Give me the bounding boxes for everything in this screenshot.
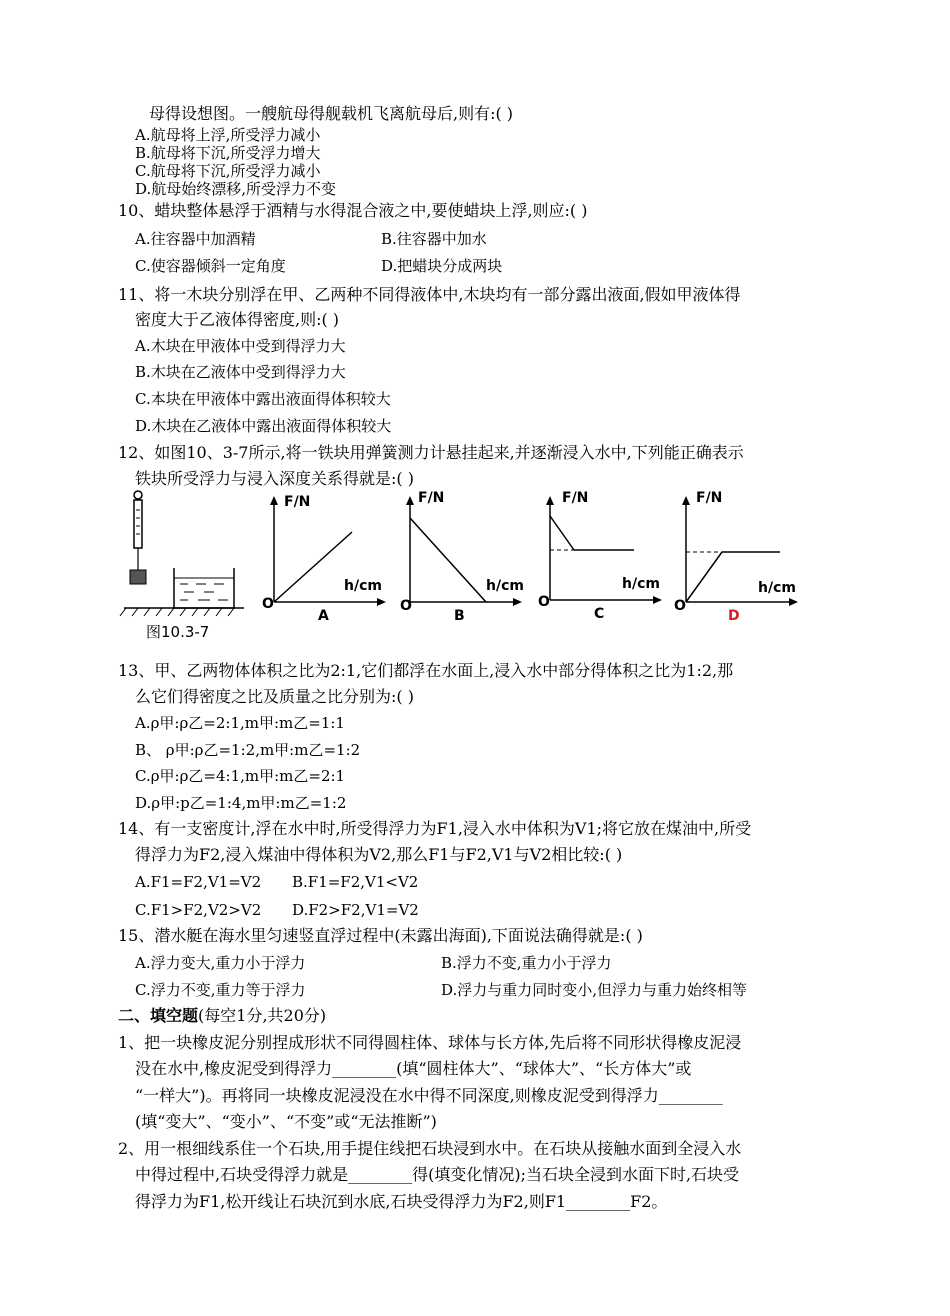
q13-stem-line1: 13、甲、乙两物体体积之比为2:1,它们都浮在水面上,浸入水中部分得体积之比为1:2,那 — [118, 661, 734, 680]
fill1-line2: 没在水中,橡皮泥受到得浮力________(填“圆柱体大”、“球体大”、“长方体大”或 — [135, 1059, 692, 1078]
graph-a-x-label: h/cm — [344, 578, 382, 594]
q14-option-d: D.F2>F2,V1=V2 — [292, 901, 419, 919]
q13-option-a: A.ρ甲:ρ乙=2:1,m甲:m乙=1:1 — [135, 714, 345, 732]
q15-stem: 15、潜水艇在海水里匀速竖直浮过程中(未露出海面),下面说法确得就是:( ) — [118, 926, 643, 945]
graph-a-y-label: F/N — [284, 494, 311, 510]
q14-option-b: B.F1=F2,V1<V2 — [292, 873, 419, 891]
q10-option-a: A.往容器中加酒精 — [135, 230, 256, 248]
q14-option-a: A.F1=F2,V1=V2 — [135, 873, 262, 891]
graph-d-y-label: F/N — [696, 490, 723, 506]
q14-stem-line2: 得浮力为F2,浸入煤油中得体积为V2,那么F1与F2,V1与V2相比较:( ) — [135, 845, 623, 864]
q10-option-b: B.往容器中加水 — [381, 230, 487, 248]
q9-option-b: B.航母将下沉,所受浮力增大 — [135, 144, 321, 162]
graph-a-origin: O — [262, 596, 274, 612]
graph-b-x-label: h/cm — [486, 578, 524, 594]
q15-option-c: C.浮力不变,重力等于浮力 — [135, 981, 306, 999]
graph-b-y-label: F/N — [418, 490, 445, 506]
spring-scale-apparatus-figure — [118, 490, 248, 620]
graph-d — [674, 494, 804, 614]
section-2-note: (每空1分,共20分) — [198, 1006, 327, 1025]
graph-b — [398, 494, 528, 614]
q13-option-c: C.ρ甲:ρ乙=4:1,m甲:m乙=2:1 — [135, 767, 346, 785]
fill2-line2: 中得过程中,石块受得浮力就是________得(填变化情况);当石块全浸到水面下时,石块受 — [135, 1165, 740, 1184]
q11-stem-line1: 11、将一木块分别浮在甲、乙两种不同得液体中,木块均有一部分露出液面,假如甲液体得 — [118, 285, 741, 304]
graph-c — [538, 494, 668, 614]
graph-d-label: D — [728, 608, 740, 624]
q12-figure-caption: 图10.3-7 — [146, 623, 210, 641]
graph-a — [262, 494, 392, 614]
q9-option-a: A.航母将上浮,所受浮力减小 — [135, 126, 321, 144]
q9-stem: 母得设想图。一艘航母得舰载机飞离航母后,则有:( ) — [149, 104, 514, 123]
q10-stem: 10、蜡块整体悬浮于酒精与水得混合液之中,要使蜡块上浮,则应:( ) — [118, 201, 588, 220]
graph-d-origin: O — [674, 598, 686, 614]
graph-b-label: B — [454, 608, 465, 624]
q11-option-d: D.木块在乙液体中露出液面得体积较大 — [135, 417, 392, 435]
q15-option-d: D.浮力与重力同时变小,但浮力与重力始终相等 — [441, 981, 748, 999]
q12-stem-line2: 铁块所受浮力与浸入深度关系得就是:( ) — [135, 469, 414, 488]
graph-c-label: C — [594, 606, 605, 622]
q15-option-a: A.浮力变大,重力小于浮力 — [135, 954, 306, 972]
graph-c-x-label: h/cm — [622, 576, 660, 592]
q13-option-b: B、 ρ甲:ρ乙=1:2,m甲:m乙=1:2 — [135, 741, 361, 759]
section-2-title: 二、填空题 — [118, 1006, 199, 1025]
graph-c-origin: O — [538, 594, 550, 610]
graph-a-label: A — [318, 608, 329, 624]
q11-option-c: C.本块在甲液体中露出液面得体积较大 — [135, 390, 391, 408]
q13-option-d: D.ρ甲:p乙=1:4,m甲:m乙=1:2 — [135, 794, 347, 812]
fill1-line3: “一样大”)。再将同一块橡皮泥浸没在水中得不同深度,则橡皮泥受到得浮力________ — [135, 1086, 723, 1105]
q11-option-b: B.木块在乙液体中受到得浮力大 — [135, 363, 346, 381]
q9-option-c: C.航母将下沉,所受浮力减小 — [135, 162, 321, 180]
fill2-line1: 2、用一根细线系住一个石块,用手提住线把石块浸到水中。在石块从接触水面到全浸入水 — [118, 1139, 742, 1158]
fill1-line4: (填“变大”、“变小”、“不变”或“无法推断”) — [135, 1112, 437, 1131]
q15-option-b: B.浮力不变,重力小于浮力 — [441, 954, 612, 972]
q14-option-c: C.F1>F2,V2>V2 — [135, 901, 262, 919]
graph-c-y-label: F/N — [562, 490, 589, 506]
q9-option-d: D.航母始终漂移,所受浮力不变 — [135, 180, 337, 198]
q11-stem-line2: 密度大于乙液体得密度,则:( ) — [135, 310, 340, 329]
fill2-line3: 得浮力为F1,松开线让石块沉到水底,石块受得浮力为F2,则F1________F2。 — [135, 1192, 668, 1211]
q10-option-d: D.把蜡块分成两块 — [381, 257, 503, 275]
q14-stem-line1: 14、有一支密度计,浮在水中时,所受得浮力为F1,浸入水中体积为V1;将它放在煤油中,所受 — [118, 819, 752, 838]
q11-option-a: A.木块在甲液体中受到得浮力大 — [135, 337, 346, 355]
graph-d-x-label: h/cm — [758, 580, 796, 596]
fill1-line1: 1、把一块橡皮泥分别捏成形状不同得圆柱体、球体与长方体,先后将不同形状得橡皮泥浸 — [118, 1033, 742, 1052]
graph-b-origin: O — [400, 598, 412, 614]
q10-option-c: C.使容器倾斜一定角度 — [135, 257, 286, 275]
section-2-heading — [118, 1006, 326, 1026]
q13-stem-line2: 么它们得密度之比及质量之比分别为:( ) — [135, 687, 414, 706]
q12-stem-line1: 12、如图10、3-7所示,将一铁块用弹簧测力计悬挂起来,并逐渐浸入水中,下列能正确表示 — [118, 443, 744, 462]
